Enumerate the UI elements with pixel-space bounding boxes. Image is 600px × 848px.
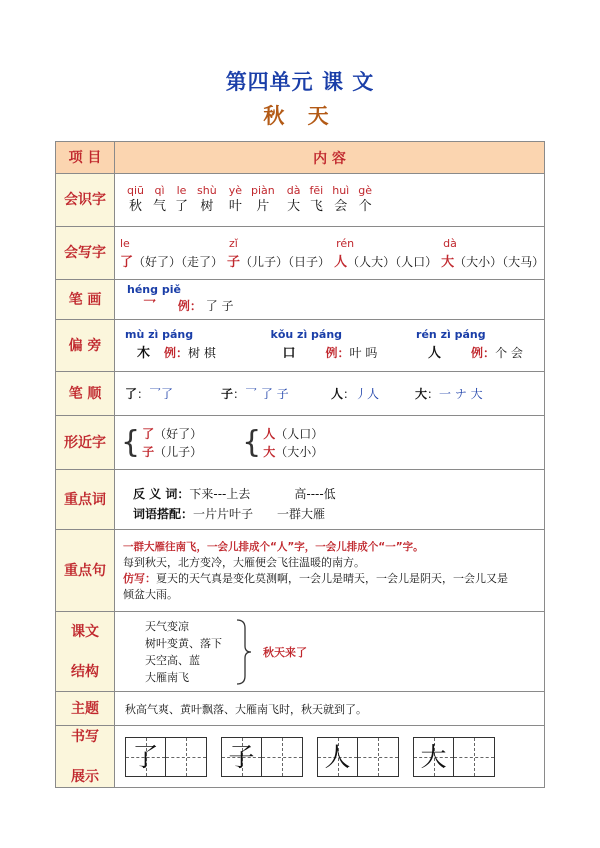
content-write [115,227,545,280]
antonym-a: 下来---上去 [189,486,251,501]
content-similar [115,416,545,470]
order-item: 了：乛了 [125,387,174,401]
writing-grid: 了 [125,737,207,777]
recognize-char: yè 叶 [228,184,243,214]
content-structure [115,612,545,692]
label-strokes: 笔 画 [56,280,115,320]
imitate-label: 仿写： [123,571,156,585]
write-group: rén 人（人大）（人口） [334,236,438,270]
antonym-label: 反 义 词： [133,486,190,501]
structure-conclusion: 秋天来了 [263,645,307,659]
radical-item: rén zì páng 人 例：个 会 [416,328,523,361]
row-similar [56,416,545,470]
content-theme: 秋高气爽、黄叶飘落、大雁南飞时，秋天就到了。 [115,692,545,726]
radical-item: mù zì páng 木 例：树 棋 [125,328,216,361]
label-write: 会写字 [56,227,115,280]
writing-grid: 子 [221,737,303,777]
antonym-b: 高----低 [294,486,336,501]
content-radicals [115,320,545,372]
row-structure [56,612,545,692]
row-strokes [56,280,545,320]
sentence-1: 一群大雁往南飞，一会儿排成个“人”字，一会儿排成个“一”字。 [123,540,424,553]
label-radicals: 偏 旁 [56,320,115,372]
order-item: 大：一 ナ 大 [415,387,483,401]
recognize-char: gè 个 [358,184,372,214]
stroke-pinyin: héng piě [127,283,181,296]
stroke-glyph: 乛 [143,299,157,314]
writing-grid: 大 [413,737,495,777]
lesson-table [55,141,545,788]
label-order: 笔 顺 [56,372,115,416]
similar-pair: 人（人口） 大（大小） [263,426,324,459]
recognize-char: shù 树 [197,184,217,214]
content-recognize [115,174,545,227]
label-theme: 主题 [56,692,115,726]
recognize-char: dà 大 [286,184,301,214]
row-recognize [56,174,545,227]
row-sentences [56,530,545,612]
row-words [56,470,545,530]
brace-icon: { [121,424,141,460]
row-write [56,227,545,280]
stroke-example-label: 例： [177,299,202,313]
collocation-b: 一群大雁 [277,506,326,521]
header-row [56,142,545,174]
label-structure: 课文 结构 [56,612,115,692]
write-group: le 了（好了）（走了） [120,236,224,270]
stroke-examples: 了 子 [205,299,234,313]
lesson-title: 秋 天 [263,104,337,128]
right-brace-icon [235,618,253,686]
content-order [115,372,545,416]
order-item: 人：丿人 [331,387,380,401]
sentence-2: 每到秋天，北方变冷，大雁便会飞往温暖的南方。 [123,555,365,569]
header-content: 内 容 [115,142,545,174]
recognize-char: piàn 片 [251,184,275,214]
label-sentences: 重点句 [56,530,115,612]
similar-pair: 了（好了） 子（儿子） [142,426,203,459]
label-similar: 形近字 [56,416,115,470]
brace-icon: { [242,424,262,460]
content-writing [115,726,545,788]
order-item: 子：乛 了 子 [221,387,289,401]
content-sentences [115,530,545,612]
collocation-label: 词语搭配： [133,506,194,521]
radical-item: kǒu zì páng 口 例：叶 吗 [270,328,378,361]
sentence-3: 夏天的天气真是变化莫测啊，一会儿是晴天，一会儿是阴天，一会儿又是 [156,571,508,585]
unit-title: 第四单元 课 文 [225,70,375,94]
writing-grid: 人 [317,737,399,777]
recognize-char: fēi 飞 [309,184,324,214]
label-words: 重点词 [56,470,115,530]
label-recognize: 会识字 [56,174,115,227]
header-item: 项 目 [56,142,115,174]
content-strokes [115,280,545,320]
row-writing [56,726,545,788]
recognize-char: qiū 秋 [127,184,145,214]
structure-list: 天气变凉 树叶变黄、落下 天空高、蓝 大雁南飞 [145,619,222,684]
write-group: zǐ 子（儿子）（日子） [227,236,331,270]
label-writing: 书写 展示 [56,726,115,788]
write-group: dà 大（大小）（大马） [441,236,545,270]
row-order [56,372,545,416]
recognize-char: huì 会 [332,184,350,214]
content-words [115,470,545,530]
row-theme [56,692,545,726]
recognize-char: qì 气 [153,184,167,214]
recognize-char: le 了 [175,184,189,214]
sentence-4: 倾盆大雨。 [123,587,178,601]
collocation-a: 一片片叶子 [193,506,254,521]
row-radicals [56,320,545,372]
